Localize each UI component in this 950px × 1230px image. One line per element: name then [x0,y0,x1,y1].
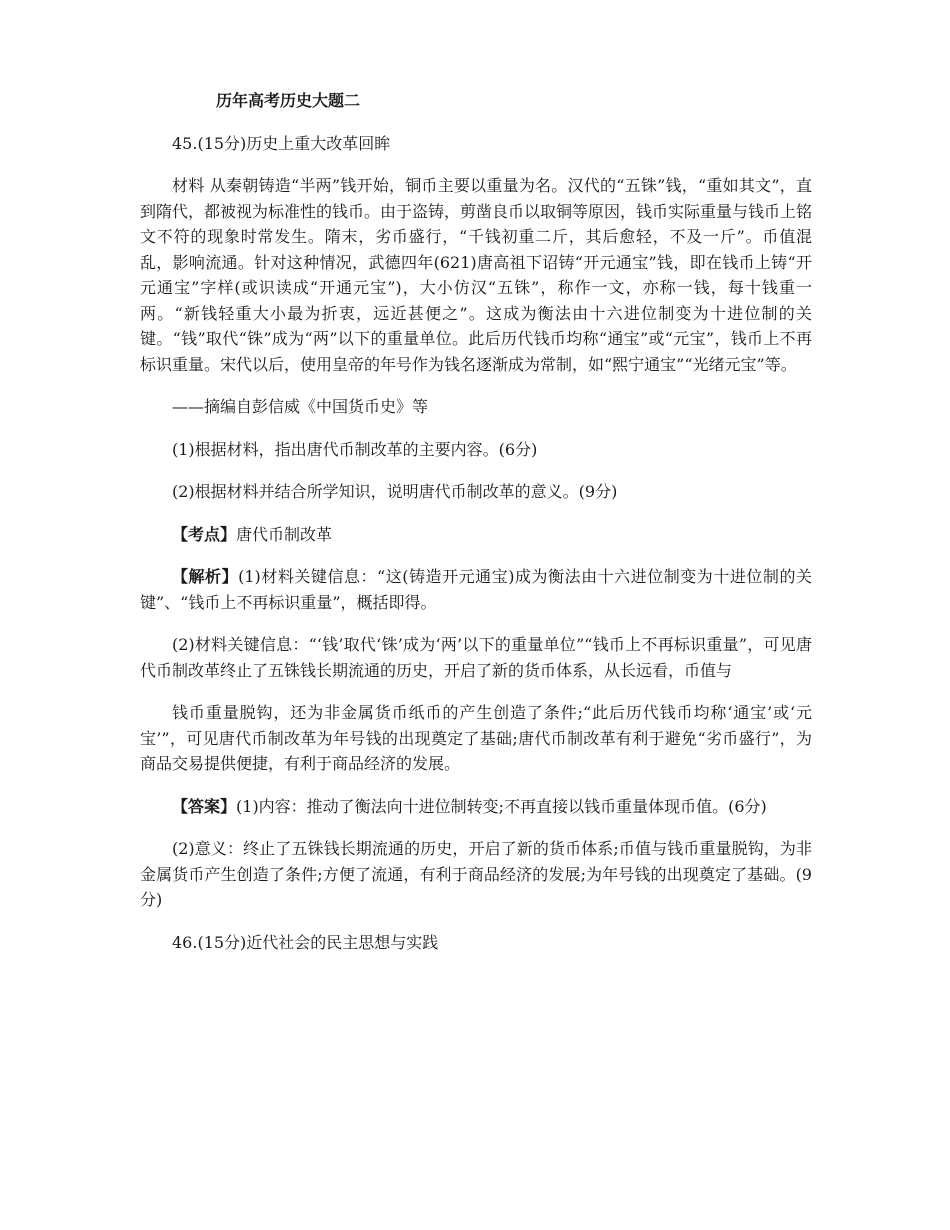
kaodian-text: 唐代币制改革 [236,524,333,544]
jiexi-paragraph-1 [140,564,812,615]
question-46-heading: 46.(15分)近代社会的民主思想与实践 [172,932,439,952]
kaodian-label: 【考点】 [172,524,237,544]
sub-question-2: (2)根据材料并结合所学知识，说明唐代币制改革的意义。(9分) [172,482,618,501]
daan-paragraph-2: (2)意义：终止了五铢钱长期流通的历史，开启了新的货币体系;币值与钱币重量脱钩，为非金属货币产生创造了条件;方便了流通，有利于商品经济的发展;为年号钱的出现奠定了基础。(9分) [140,839,812,909]
document-page [140,88,812,955]
document-title: 历年高考历史大题二 [216,91,361,110]
jiexi-paragraph-2b: 钱币重量脱钩，还为非金属货币纸币的产生创造了条件;“此后历代钱币均称‘通宝’或‘元宝’”，可见唐代币制改革为年号钱的出现奠定了基础;唐代币制改革有利于避免“劣币盛行”，为商品交易提供便捷，有利于商品经济的发展。 [140,703,812,773]
material-paragraph: 材料 从秦朝铸造“半两”钱开始，铜币主要以重量为名。汉代的“五铢”钱，“重如其文”，直到隋代，都被视为标准性的钱币。由于盗铸，剪凿良币以取铜等原因，钱币实际重量与钱币上铭文不符的现象时常发生。隋末，劣币盛行，“千钱初重二斤，其后愈轻，不及一斤”。币值混乱，影响流通。针对这种情况，武德四年(621)唐高祖下诏铸“开元通宝”钱，即在钱币上铸“开元通宝”字样(或识读成“开通元宝”)，大小仿汉“五铢”，称作一文，亦称一钱，每十钱重一两。“新钱轻重大小最为折衷，远近甚便之”。这成为衡法由十六进位制变为十进位制的关键。“钱”取代“铢”成为“两”以下的重量单位。此后历代钱币均称“通宝”或“元宝”，钱币上不再标识重量。宋代以后，使用皇帝的年号作为钱名逐渐成为常制，如“熙宁通宝”“光绪元宝”等。 [140,176,813,374]
daan-label: 【答案】 [172,796,237,816]
sub-question-1: (1)根据材料，指出唐代币制改革的主要内容。(6分) [172,439,538,459]
daan-text-1: (1)内容：推动了衡法向十进位制转变;不再直接以钱币重量体现币值。(6分) [236,796,767,816]
jiexi-paragraph-2a: (2)材料关键信息：“‘钱’取代‘铢’成为‘两’以下的重量单位”“钱币上不再标识重量”，可见唐代币制改革终止了五铢钱长期流通的历史，开启了新的货币体系，从长远看，币值与 [140,635,812,680]
question-45-heading: 45.(15分)历史上重大改革回眸 [172,133,391,153]
jiexi-label: 【解析】 [172,567,239,586]
material-source: ——摘编自彭信威《中国货币史》等 [172,397,429,416]
kaodian-paragraph [140,522,812,548]
daan-paragraph-1 [140,794,812,820]
jiexi-text-1: (1)材料关键信息：“这(铸造开元通宝)成为衡法由十六进位制变为十进位制的关键”、“钱币上不再标识重量”，概括即得。 [140,567,812,612]
